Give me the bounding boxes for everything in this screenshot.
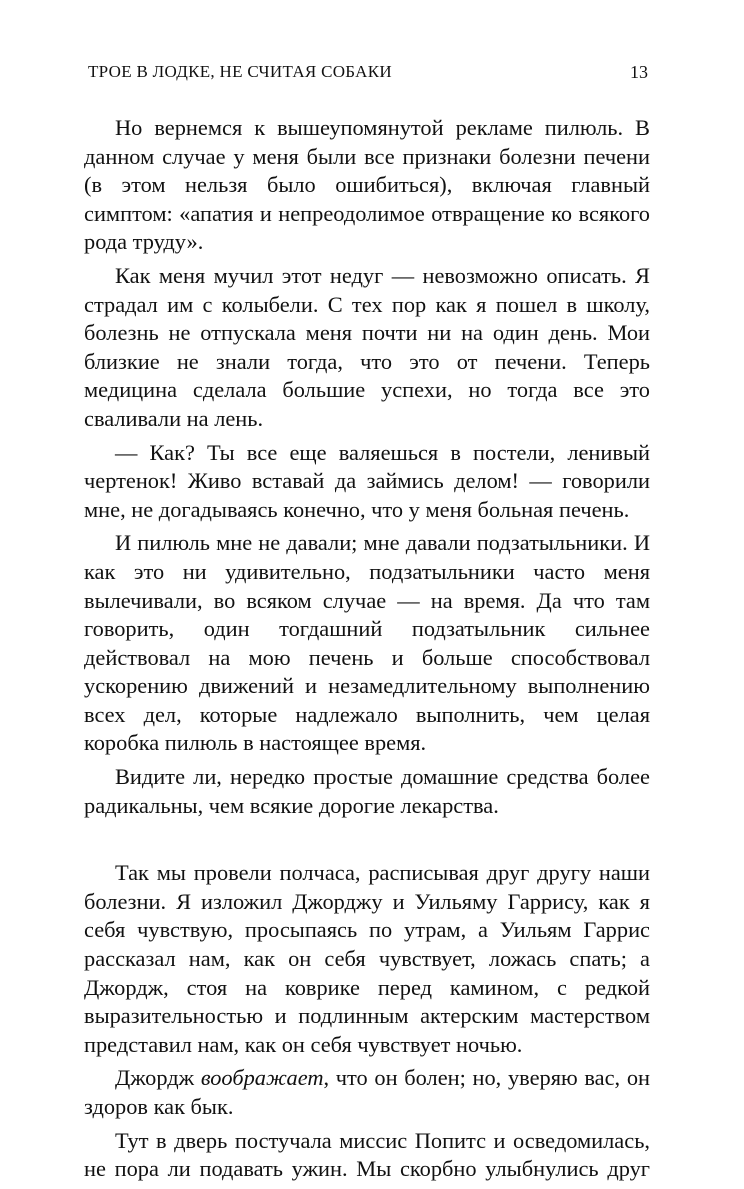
paragraph-text: Джордж — [115, 1065, 201, 1091]
paragraph: Но вернемся к вышеупомянутой рекламе пилюль. В данном случае у меня были все признаки болезни печени (в этом нельзя было ошибиться), включая главный симптом: «апатия и непреодолимое отвращение ко всякого рода труду». — [84, 115, 650, 255]
paragraph: Видите ли, нередко простые домашние средства более радикальны, чем всякие дорогие лекарства. — [84, 764, 650, 818]
paragraph — [84, 1064, 650, 1121]
page-header — [88, 60, 648, 84]
paragraph: — Как? Ты все еще валяешься в постели, ленивый чертенок! Живо вставай да займись делом! — говорили мне, не догадываясь конечно, что у меня больная печень. — [84, 439, 650, 522]
paragraph: Так мы провели полчаса, расписывая друг другу наши болезни. Я изложил Джорджу и Уильяму Гаррису, как я себя чувствую, просыпаясь по утрам, а Уильям Гаррис рассказал нам, как он себя чувствует, ложась спать; а Джордж, стоя на коврике перед камином, с редкой выразительностью и подлинным актерским мастерством представил нам, как он себя чувствует ночью. — [84, 860, 650, 1057]
body-text — [84, 114, 650, 1189]
paragraph: И пилюль мне не давали; мне давали подзатыльники. И как это ни удивительно, подзатыльники часто меня вылечивали, во всяком случае — на время. Да что там говорить, один тогдашний подзатыльник сильнее действовал на мою печень и больше способствовал ускорению движений и незамедлительному выполнению всех дел, которые надлежало выполнить, чем целая коробка пилюль в настоящее время. — [84, 530, 650, 756]
paragraph-text: , что он болен; но, уверяю вас, он здоров как бык. — [84, 1065, 650, 1119]
paragraph: Как меня мучил этот недуг — невозможно описать. Я страдал им с колыбели. С тех пор как я пошел в школу, болезнь не отпускала меня почти ни на один день. Мои близкие не знали тогда, что это от печени. Теперь медицина сделала большие успехи, но тогда все это сваливали на лень. — [84, 262, 650, 431]
page-number: 13 — [630, 62, 648, 82]
running-title: ТРОЕ В ЛОДКЕ, НЕ СЧИТАЯ СОБАКИ — [88, 62, 392, 81]
paragraph: Тут в дверь постучала миссис Попитс и осведомилась, не пора ли подавать ужин. Мы скорбно улыбнулись друг — [84, 1127, 650, 1182]
emphasized-word: воображает — [200, 1065, 324, 1091]
